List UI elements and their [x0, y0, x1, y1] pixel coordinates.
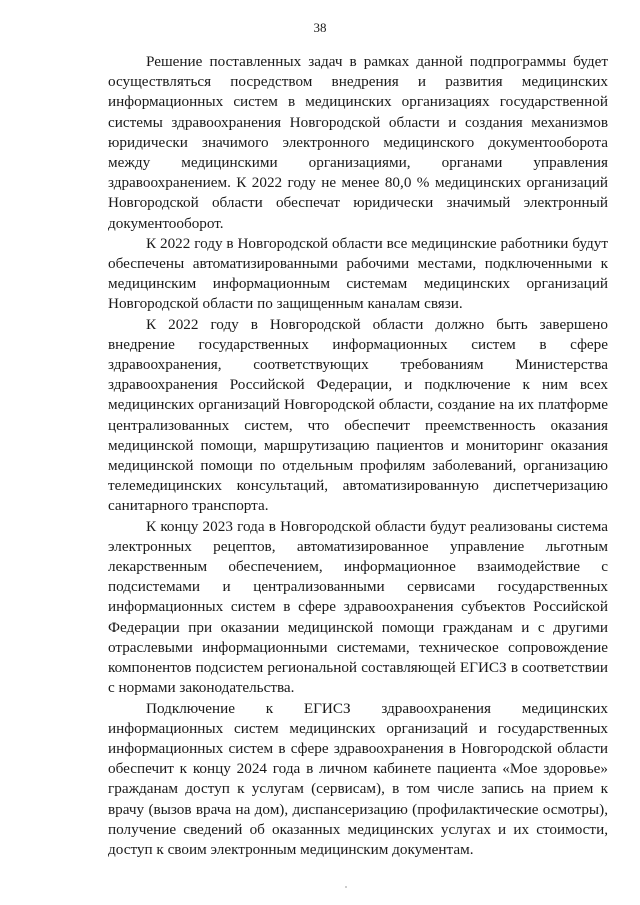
- paragraph-e-prescriptions: К концу 2023 года в Новгородской области будут реализованы система электронных рецептов, автоматизированное управление льготным лекарственным обеспечением, информационное взаимодействие с подсистемами и централизованными сервисами государственных информационных систем в сфере здравоохранения субъектов Российской Федерации при оказании медицинской помощи гражданам и с другими отраслевыми информационными системами, техническое сопровождение компонентов подсистем региональной составляющей ЕГИСЗ в соответствии с нормами законодательства.: [108, 517, 608, 697]
- paragraph-subprogram-tasks: Решение поставленных задач в рамках данной подпрограммы будет осуществляться посредством внедрения и развития медицинских информационных систем в медицинских организациях государственной системы здравоохранения Новгородской области и создания механизмов юридически значимого электронного медицинского документооборота между медицинскими организациями, органами управления здравоохранением. К 2022 году не менее 80,0 % медицинских организаций Новгородской области обеспечат юридически значимый электронный документооборот.: [108, 53, 608, 232]
- page-number: 38: [313, 20, 327, 35]
- scan-speck: [345, 886, 347, 888]
- paragraph-state-systems: К 2022 году в Новгородской области должно быть завершено внедрение государственных информационных систем в сфере здравоохранения, соответствующих требованиям Министерства здравоохранения Российской Федерации, и подключение к ним всех медицинских организаций Новгородской области, создание на их платформе централизованных систем, что обеспечит преемственность оказания медицинской помощи, маршрутизацию пациентов и мониторинг оказания медицинской помощи по отдельным профилям заболеваний, организацию телемедицинских консультаций, автоматизированную диспетчеризацию санитарного транспорта.: [108, 315, 608, 515]
- paragraph-egisz-connection: Подключение к ЕГИСЗ здравоохранения медицинских информационных систем медицинских организаций и государственных информационных систем в сфере здравоохранения в Новгородской области обеспечит к концу 2024 года в личном кабинете пациента «Мое здоровье» гражданам доступ к услугам (сервисам), в том числе запись на прием к врачу (вызов врача на дом), диспансеризацию (профилактические осмотры), получение сведений об оказанных медицинских услугах и их стоимости, доступ к своим электронным медицинским документам.: [108, 699, 608, 858]
- document-body: [108, 52, 608, 860]
- paragraph-workstations: К 2022 году в Новгородской области все медицинские работники будут обеспечены автоматизированными рабочими местами, подключенными к медицинским информационным системам медицинских организаций Новгородской области по защищенным каналам связи.: [108, 234, 608, 313]
